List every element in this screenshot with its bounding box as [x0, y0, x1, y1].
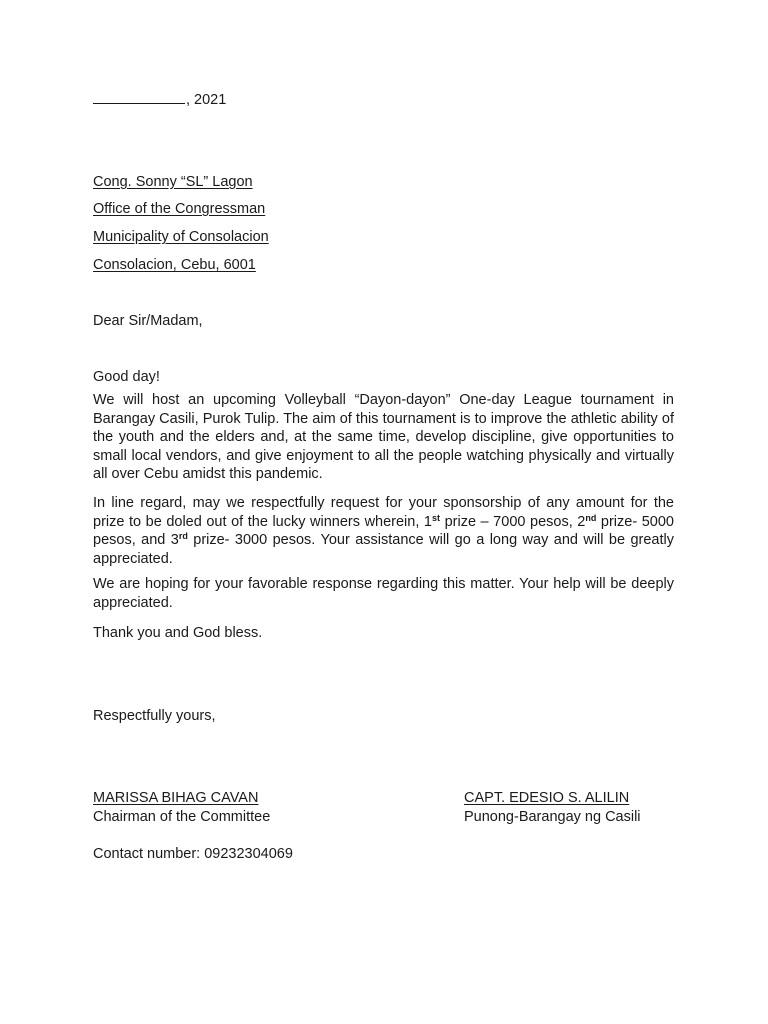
closing: Respectfully yours, [93, 708, 216, 724]
greeting: Good day! [93, 369, 160, 385]
ordinal-2nd: nd [585, 512, 597, 523]
recipient-municipality: Municipality of Consolacion [93, 229, 269, 245]
date-year: , 2021 [186, 92, 227, 108]
recipient-name: Cong. Sonny “SL” Lagon [93, 174, 253, 190]
body-paragraph-3: We are hoping for your favorable response regarding this matter. Your help will be deeply appreciated. [93, 576, 674, 611]
ordinal-3rd: rd [178, 531, 188, 541]
thanks-line: Thank you and God bless. [93, 625, 263, 641]
recipient-address: Consolacion, Cebu, 6001 [93, 257, 256, 273]
body-paragraph-2 [93, 494, 674, 568]
signatory-name-1: MARISSA BIHAG CAVAN [93, 790, 259, 806]
signatory-name-2: CAPT. EDESIO S. ALILIN [464, 790, 630, 806]
date-blank [93, 89, 185, 104]
p2-text-1: In line regard, may we respectfully request for your sponsorship of any amount for the prize to be doled out of the lucky winners wherein, 1 [93, 495, 674, 530]
signatory-title-1: Chairman of the Committee [93, 809, 271, 825]
signatory-title-2: Punong-Barangay ng Casili [464, 809, 641, 825]
p2-text-2: prize – 7000 pesos, 2 [440, 513, 586, 530]
ordinal-1st: st [432, 512, 441, 523]
p2-text-4: prize- 3000 pesos. Your assistance will go a long way and will be greatly appreciated. [93, 532, 674, 567]
recipient-office: Office of the Congressman [93, 201, 266, 217]
body-paragraph-1: We will host an upcoming Volleyball “Dayon-dayon” One-day League tournament in Barangay Casili, Purok Tulip. The aim of this tournament is to improve the athletic ability of the youth and the elders and, at the same time, develop discipline, give opportunities to small local vendors, and give enjoyment to all the people watching physically and virtually all over Cebu amidst this pandemic. [93, 392, 674, 482]
contact-number: Contact number: 09232304069 [93, 846, 293, 862]
p2-text-3: prize- 5000 pesos, and 3 [93, 513, 674, 548]
salutation: Dear Sir/Madam, [93, 313, 203, 329]
date-line [93, 89, 226, 109]
